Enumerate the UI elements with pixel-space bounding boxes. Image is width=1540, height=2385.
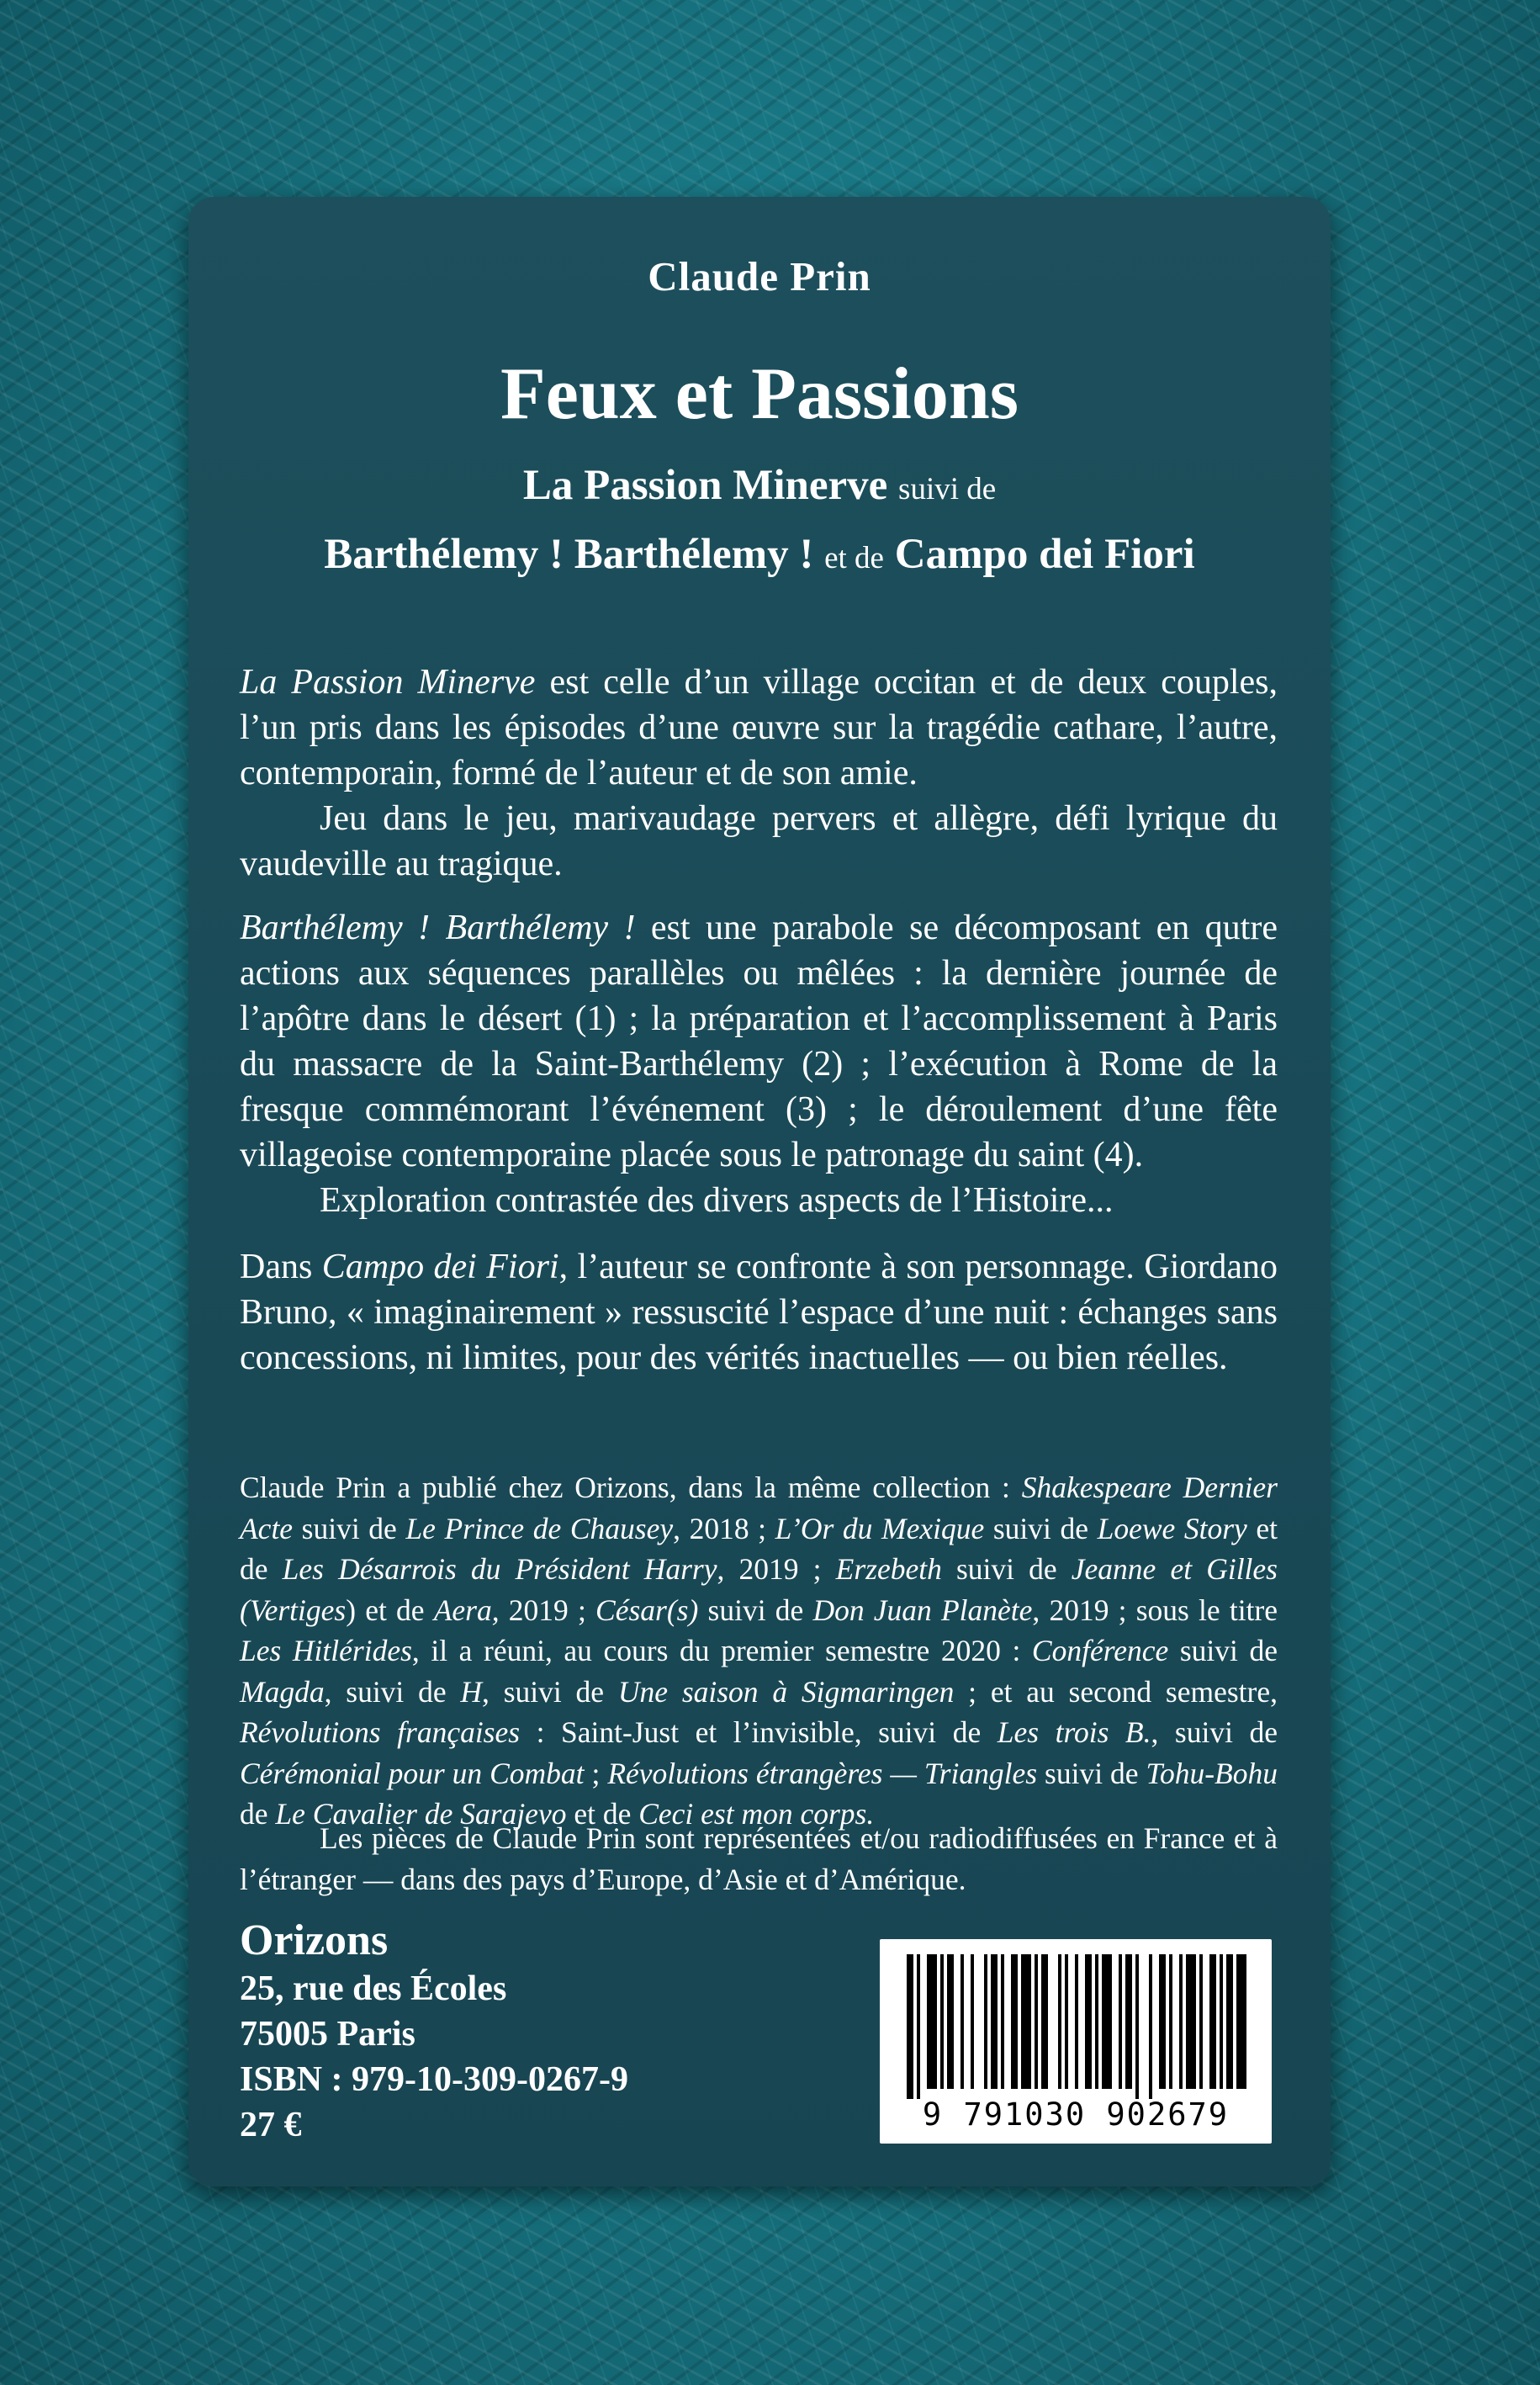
bio-text: suivi de bbox=[698, 1593, 813, 1627]
publisher-street: 25, rue des Écoles bbox=[240, 1969, 507, 2008]
barcode-bar bbox=[1169, 1954, 1172, 2089]
author-bibliography bbox=[240, 1467, 1278, 1835]
subtitle-connector-1: suivi de bbox=[898, 472, 997, 506]
blurb-p3-pre: Dans bbox=[240, 1248, 322, 1286]
bio-text: , suivi de bbox=[482, 1674, 618, 1709]
blurb-p3-title: Campo dei Fiori bbox=[321, 1248, 559, 1286]
bio-work-title: Magda bbox=[240, 1674, 325, 1709]
bio-text: ; et au second semestre, bbox=[954, 1674, 1278, 1709]
book-title: Feux et Passions bbox=[500, 353, 1019, 435]
bio-work-title: Aera, bbox=[433, 1593, 500, 1627]
bio-text: : Saint-Just et l’invisible, suivi de bbox=[520, 1715, 998, 1749]
bio-text: Claude Prin a publié chez Orizons, dans la même collection : bbox=[240, 1471, 1022, 1504]
barcode-bar bbox=[947, 1954, 954, 2089]
bio-work-title: Shakespeare Dernier Acte bbox=[240, 1471, 1278, 1545]
barcode-bar bbox=[991, 1954, 998, 2089]
barcode-bar bbox=[1209, 1954, 1216, 2089]
blurb-p1-text: est celle d’un village occitan et de deux couples, l’un pris dans les épisodes d’une œuvre sur la tragédie cathare, l’autre, contemporain, formé de l’auteur et de son amie. bbox=[240, 663, 1278, 792]
barcode-bar bbox=[971, 1954, 974, 2089]
bio-text: 2019 ; bbox=[499, 1593, 596, 1627]
barcode-bar bbox=[1095, 1954, 1098, 2089]
bio-work-title: Révolutions françaises bbox=[240, 1715, 521, 1749]
barcode-bar bbox=[1199, 1954, 1203, 2089]
barcode-bar bbox=[1236, 1954, 1246, 2089]
subtitle-play-3: Campo dei Fiori bbox=[894, 531, 1195, 578]
subtitle-play-1: La Passion Minerve bbox=[522, 462, 888, 509]
barcode-bar bbox=[1226, 1954, 1233, 2089]
subtitle-line-1 bbox=[188, 461, 1331, 510]
isbn-barcode bbox=[880, 1939, 1272, 2144]
bio-text: de bbox=[240, 1797, 276, 1831]
bio-work-title: Ceci est mon corps. bbox=[638, 1797, 875, 1831]
bio-work-title: Le Prince de Chausey bbox=[405, 1511, 674, 1545]
barcode-bar bbox=[1021, 1954, 1031, 2089]
barcode-bar bbox=[1085, 1954, 1092, 2089]
blurb-paragraph-2 bbox=[240, 905, 1278, 1178]
author-name: Claude Prin bbox=[648, 253, 871, 299]
price: 27 € bbox=[240, 2106, 302, 2144]
bio-work-title: Révolutions étrangères — Triangles bbox=[607, 1756, 1038, 1790]
barcode-bar bbox=[961, 1954, 964, 2089]
blurb-p1-title: La Passion Minerve bbox=[240, 663, 536, 702]
bio-text: et de bbox=[240, 1511, 1278, 1586]
publisher-block bbox=[240, 1916, 628, 2148]
barcode-bar bbox=[1125, 1954, 1132, 2089]
bio-text: ) et de bbox=[346, 1593, 434, 1627]
barcode-bar bbox=[1102, 1954, 1112, 2089]
bio-text: suivi de bbox=[941, 1552, 1072, 1586]
barcode-bar bbox=[1075, 1954, 1078, 2089]
bio-text: suivi de bbox=[293, 1511, 406, 1545]
author-performances: Les pièces de Claude Prin sont représentées et/ou radiodiffusées en France et à l’étranger — dans des pays d’Europe, d’Asie et d’Amérique. bbox=[240, 1821, 1278, 1896]
barcode-bar bbox=[1058, 1954, 1061, 2089]
bio-work-title: Jeanne et Gilles (Vertiges bbox=[240, 1552, 1278, 1627]
barcode-digits: 9 791030 902679 bbox=[922, 2096, 1230, 2133]
bio-work-title: Loewe Story bbox=[1097, 1511, 1247, 1545]
bio-work-title: Erzebeth bbox=[835, 1552, 942, 1586]
bio-work-title: L’Or du Mexique bbox=[775, 1511, 985, 1545]
subtitle-connector-2: et de bbox=[824, 541, 884, 575]
bio-work-title: Tohu-Bohu bbox=[1146, 1756, 1278, 1790]
bio-text: , suivi de bbox=[324, 1674, 461, 1709]
bio-text: suivi de bbox=[1168, 1634, 1278, 1667]
blurb-p3-text: , l’auteur se confronte à son personnage. Giordano Bruno, « imaginairement » ressuscité l’espace d’une nuit : échanges sans concessions, ni limites, pour des vérités inactuelles — ou bien réelles. bbox=[240, 1248, 1278, 1377]
bio-text: suivi de bbox=[1037, 1756, 1146, 1790]
bio-work-title: César(s) bbox=[595, 1593, 699, 1627]
bio-text: , suivi de bbox=[1151, 1715, 1278, 1749]
barcode-bar bbox=[1179, 1954, 1183, 2089]
blurb-p2-title: Barthélemy ! Barthélemy ! bbox=[240, 909, 636, 947]
bio-work-title: Don Juan Planète bbox=[812, 1593, 1033, 1627]
blurb-paragraph-3 bbox=[240, 1244, 1278, 1381]
bio-text: ; bbox=[584, 1756, 608, 1790]
barcode-bar bbox=[1011, 1954, 1018, 2089]
bio-work-title: H bbox=[460, 1674, 483, 1709]
blurb-p2-text: est une parabole se décomposant en qutre actions aux séquences parallèles ou mêlées : la dernière journée de l’apôtre dans le désert (1) ; la préparation et l’accomplissement à Paris du massacre de la Saint-Barthélemy (2) ; l’exécution à Rome de la fresque commémorant l’événement (3) ; le déroulement d’une fête villageoise contemporaine placée sous le patronage du saint (4). bbox=[240, 909, 1278, 1174]
bio-text: suivi de bbox=[984, 1511, 1098, 1545]
bio-work-title: Les Désarrois du Président Harry bbox=[282, 1552, 717, 1586]
barcode-bar bbox=[1041, 1954, 1048, 2089]
publisher-name: Orizons bbox=[240, 1916, 389, 1964]
barcode-bar bbox=[1159, 1954, 1166, 2089]
barcode-bar bbox=[1001, 1954, 1004, 2089]
blurb-paragraph-1b: Jeu dans le jeu, marivaudage pervers et allègre, défi lyrique du vaudeville au tragique. bbox=[240, 799, 1278, 883]
bio-text: , 2019 ; bbox=[717, 1552, 836, 1586]
barcode-bar bbox=[1035, 1954, 1038, 2089]
bio-work-title: Une saison à Sigmaringen bbox=[617, 1674, 955, 1709]
bio-work-title: Cérémonial pour un Combat bbox=[240, 1756, 585, 1790]
barcode-bar bbox=[1135, 1954, 1139, 2099]
bio-work-title: Les trois B. bbox=[997, 1715, 1151, 1749]
blurb-paragraph-2b: Exploration contrastée des divers aspects de l’Histoire... bbox=[320, 1181, 1114, 1220]
bio-work-title: Conférence bbox=[1031, 1634, 1169, 1667]
bio-text: et de bbox=[566, 1797, 639, 1831]
barcode-bar bbox=[1119, 1954, 1122, 2089]
barcode-bar bbox=[940, 1954, 944, 2089]
barcode-bar bbox=[927, 1954, 937, 2089]
barcode-bar bbox=[907, 1954, 913, 2099]
barcode-bar bbox=[984, 1954, 987, 2089]
barcode-bar bbox=[1065, 1954, 1068, 2089]
publisher-city: 75005 Paris bbox=[240, 2015, 415, 2054]
bio-work-title: Les Hitlérides bbox=[240, 1634, 412, 1667]
bio-text: , 2018 ; bbox=[673, 1511, 775, 1545]
barcode-bar bbox=[917, 1954, 920, 2099]
blurb-paragraph-1 bbox=[240, 660, 1278, 796]
subtitle-play-2: Barthélemy ! Barthélemy ! bbox=[324, 531, 814, 578]
bio-text: , 2019 ; sous le titre bbox=[1032, 1593, 1278, 1627]
isbn: ISBN : 979-10-309-0267-9 bbox=[240, 2060, 628, 2099]
bio-work-title: Le Cavalier de Sarajevo bbox=[275, 1797, 567, 1831]
subtitle-line-2 bbox=[188, 530, 1331, 579]
bio-text: , il a réuni, au cours du premier semestre 2020 : bbox=[411, 1634, 1032, 1667]
barcode-bar bbox=[1220, 1954, 1223, 2089]
barcode-bar bbox=[1149, 1954, 1152, 2099]
barcode-bar bbox=[1186, 1954, 1196, 2089]
